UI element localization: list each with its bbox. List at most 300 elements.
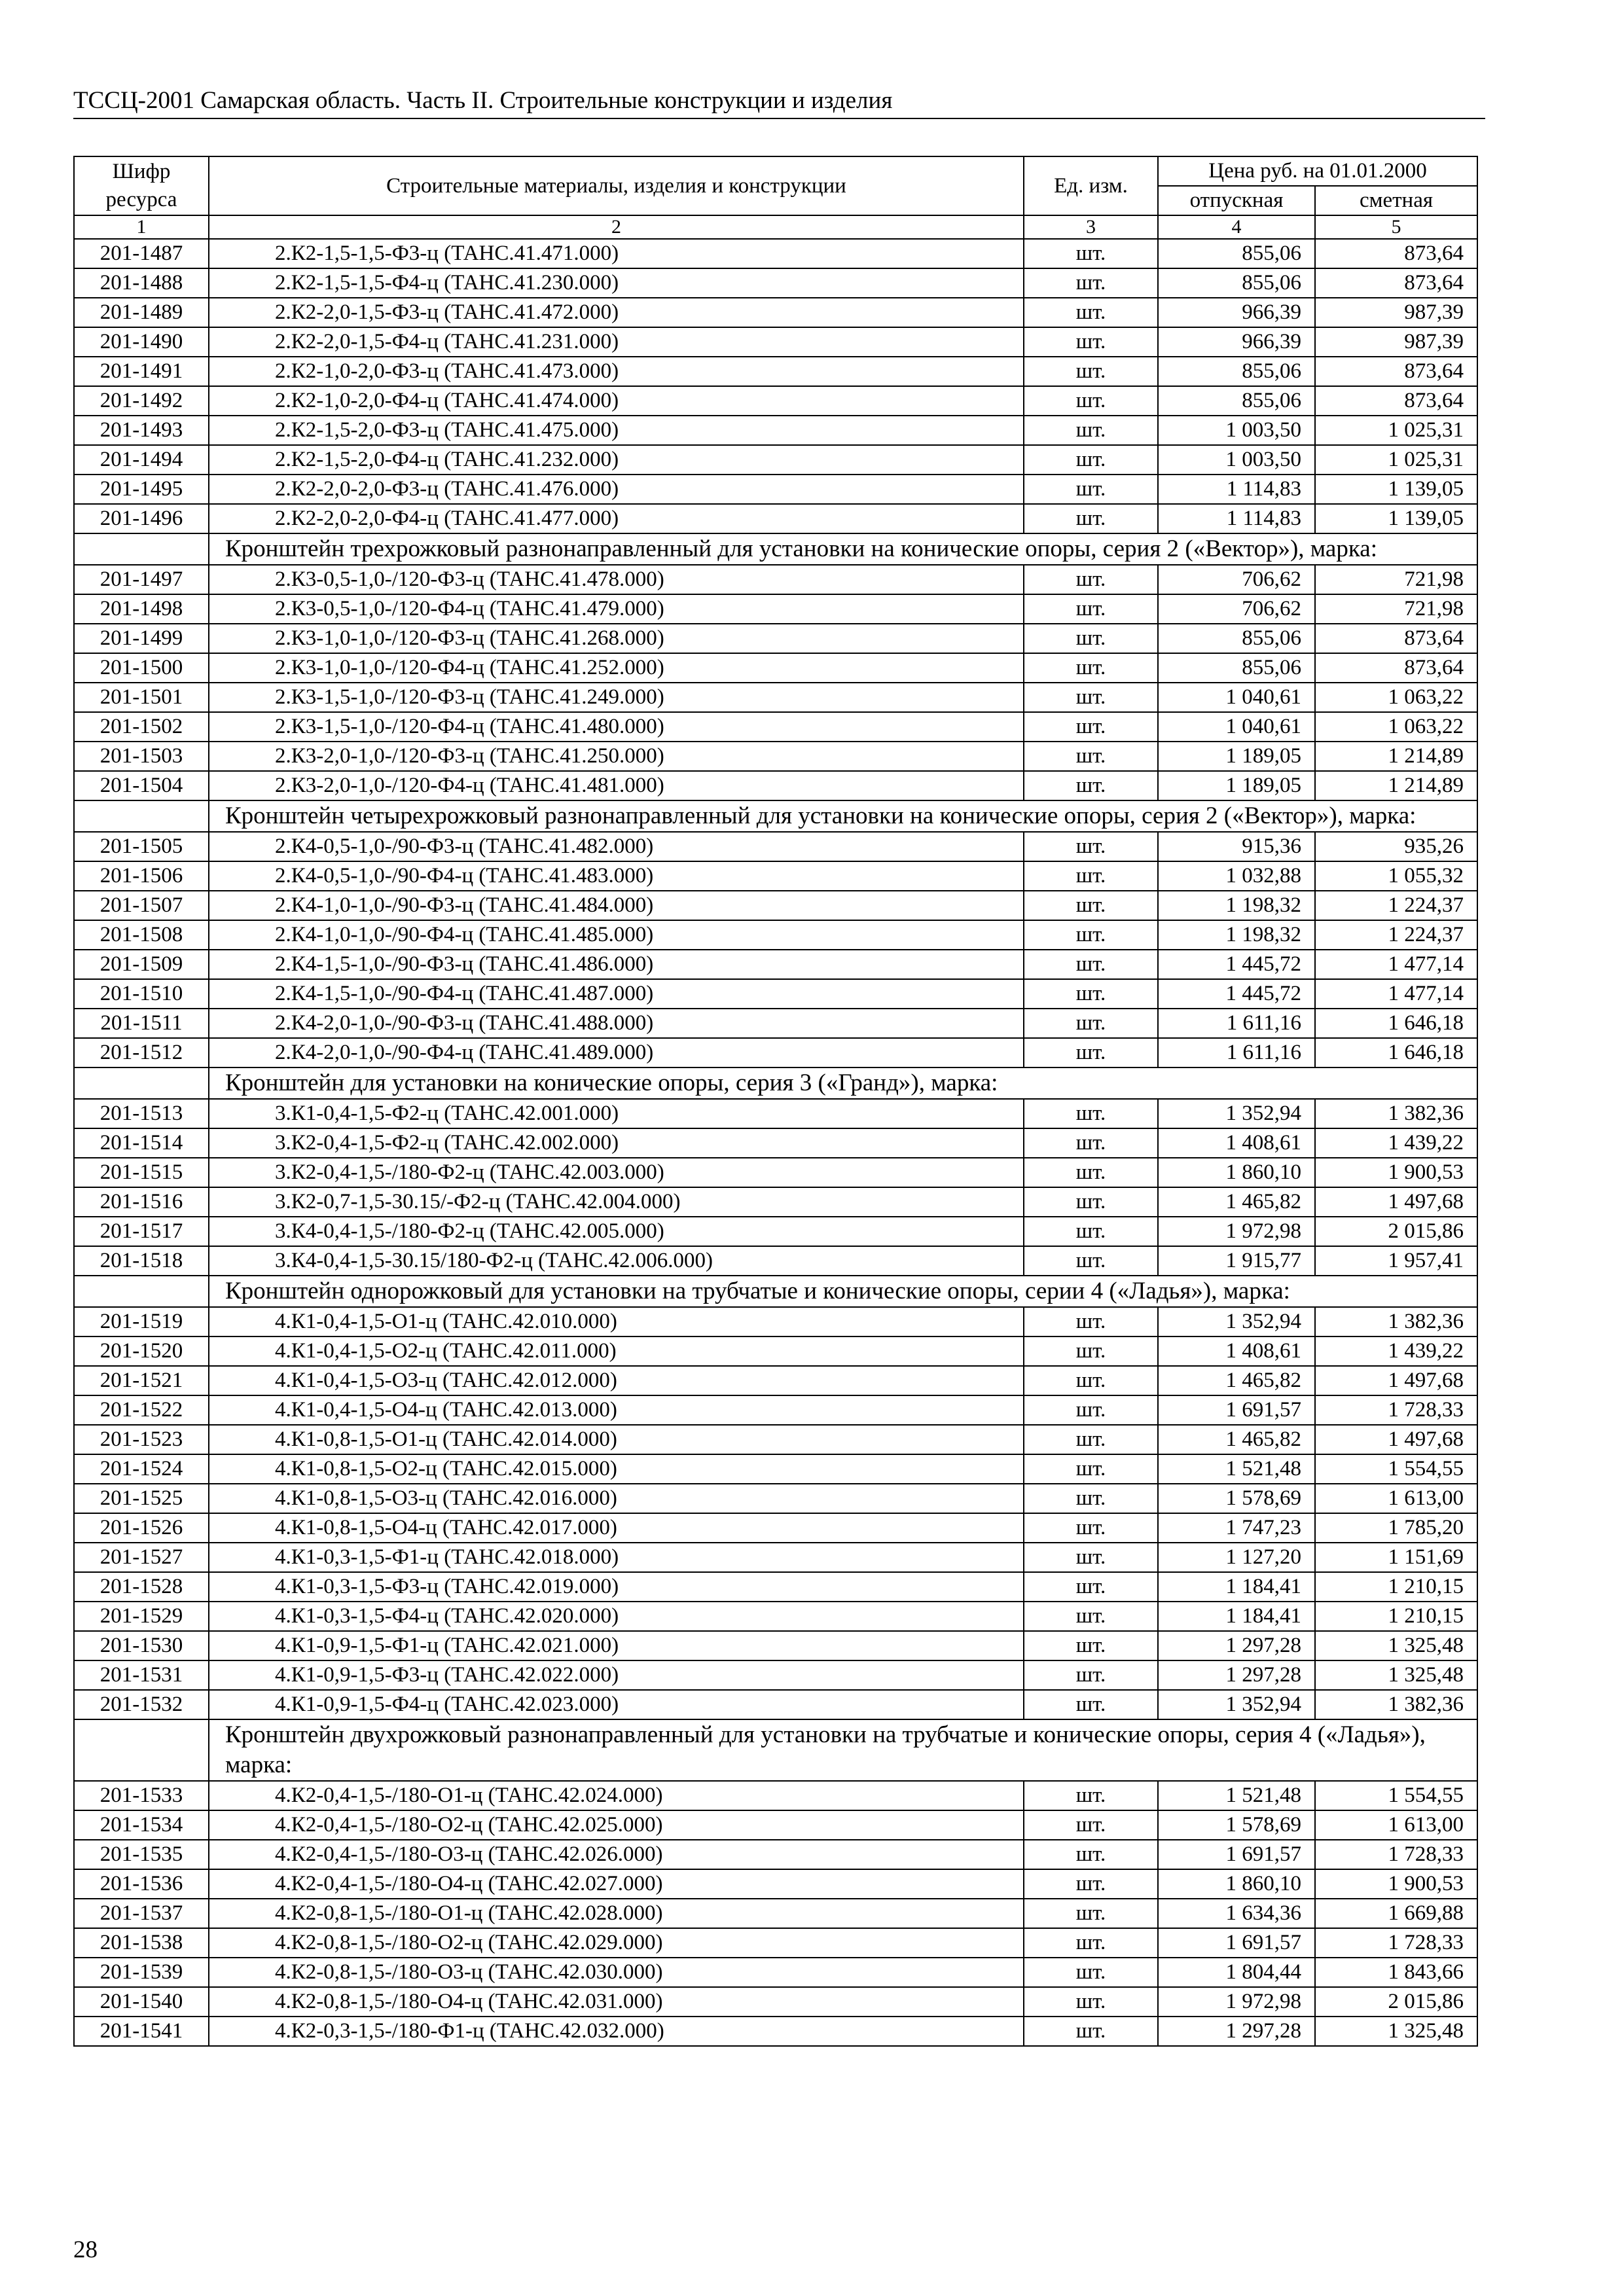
release-price: 1 611,16 [1158,1009,1315,1038]
item-name: 4.К1-0,3-1,5-Ф3-ц (ТАНС.42.019.000) [209,1572,1024,1602]
unit-cell: шт. [1024,742,1158,771]
resource-code: 201-1499 [74,624,209,653]
table-row [74,1009,1477,1038]
resource-code: 201-1487 [74,239,209,268]
item-name: 2.К4-1,5-1,0-/90-Ф4-ц (ТАНС.41.487.000) [209,979,1024,1009]
section-title: Кронштейн трехрожковый разнонаправленный для установки на конические опоры, серия 2 («Вектор»), марка: [209,533,1477,565]
resource-code: 201-1510 [74,979,209,1009]
item-name: 4.К1-0,8-1,5-О2-ц (ТАНС.42.015.000) [209,1454,1024,1484]
unit-cell: шт. [1024,386,1158,416]
table-row [74,920,1477,950]
item-name: 2.К4-1,0-1,0-/90-Ф3-ц (ТАНС.41.484.000) [209,891,1024,920]
table-row [74,1543,1477,1572]
item-name: 2.К4-1,0-1,0-/90-Ф4-ц (ТАНС.41.485.000) [209,920,1024,950]
unit-cell: шт. [1024,594,1158,624]
resource-code: 201-1508 [74,920,209,950]
resource-code: 201-1500 [74,653,209,683]
item-name: 4.К1-0,9-1,5-Ф1-ц (ТАНС.42.021.000) [209,1631,1024,1660]
table-row [74,832,1477,861]
price-table [73,156,1478,2047]
release-price: 1 352,94 [1158,1690,1315,1719]
estimate-price: 1 477,14 [1315,979,1477,1009]
unit-cell: шт. [1024,268,1158,298]
estimate-price: 1 477,14 [1315,950,1477,979]
unit-cell: шт. [1024,891,1158,920]
unit-cell: шт. [1024,1187,1158,1217]
unit-cell: шт. [1024,624,1158,653]
estimate-price: 1 214,89 [1315,771,1477,800]
estimate-price: 1 439,22 [1315,1128,1477,1158]
estimate-price: 1 325,48 [1315,2017,1477,2046]
release-price: 1 445,72 [1158,950,1315,979]
unit-cell: шт. [1024,565,1158,594]
col-number: 2 [209,215,1024,239]
estimate-price: 721,98 [1315,565,1477,594]
unit-cell: шт. [1024,1484,1158,1513]
estimate-price: 2 015,86 [1315,1987,1477,2017]
estimate-price: 1 646,18 [1315,1038,1477,1067]
section-row [74,533,1477,565]
item-name: 2.К3-2,0-1,0-/120-Ф3-ц (ТАНС.41.250.000) [209,742,1024,771]
item-name: 4.К2-0,8-1,5-/180-О3-ц (ТАНС.42.030.000) [209,1958,1024,1987]
item-name: 4.К2-0,4-1,5-/180-О4-ц (ТАНС.42.027.000) [209,1869,1024,1899]
estimate-price: 721,98 [1315,594,1477,624]
unit-cell: шт. [1024,445,1158,475]
resource-code: 201-1532 [74,1690,209,1719]
table-row [74,386,1477,416]
estimate-price: 1 224,37 [1315,920,1477,950]
page-number: 28 [73,2236,98,2263]
unit-cell: шт. [1024,1336,1158,1366]
item-name: 4.К2-0,3-1,5-/180-Ф1-ц (ТАНС.42.032.000) [209,2017,1024,2046]
table-row [74,1099,1477,1128]
estimate-price: 1 025,31 [1315,445,1477,475]
item-name: 2.К4-0,5-1,0-/90-Ф4-ц (ТАНС.41.483.000) [209,861,1024,891]
estimate-price: 987,39 [1315,327,1477,357]
resource-code: 201-1509 [74,950,209,979]
col-header-code: Шифр ресурса [74,156,209,215]
item-name: 3.К2-0,7-1,5-30.15/-Ф2-ц (ТАНС.42.004.000) [209,1187,1024,1217]
resource-code: 201-1524 [74,1454,209,1484]
unit-cell: шт. [1024,653,1158,683]
table-row [74,1781,1477,1810]
release-price: 1 521,48 [1158,1781,1315,1810]
table-row [74,1690,1477,1719]
table-row [74,1307,1477,1336]
estimate-price: 1 554,55 [1315,1454,1477,1484]
table-row [74,565,1477,594]
item-name: 2.К2-2,0-2,0-Ф3-ц (ТАНС.41.476.000) [209,475,1024,504]
unit-cell: шт. [1024,1958,1158,1987]
release-price: 1 445,72 [1158,979,1315,1009]
unit-cell: шт. [1024,475,1158,504]
estimate-price: 1 728,33 [1315,1395,1477,1425]
estimate-price: 1 669,88 [1315,1899,1477,1928]
unit-cell: шт. [1024,1899,1158,1928]
unit-cell: шт. [1024,327,1158,357]
estimate-price: 1 063,22 [1315,712,1477,742]
resource-code: 201-1497 [74,565,209,594]
resource-code: 201-1535 [74,1840,209,1869]
item-name: 2.К2-2,0-1,5-Ф4-ц (ТАНС.41.231.000) [209,327,1024,357]
table-row [74,1158,1477,1187]
resource-code: 201-1492 [74,386,209,416]
item-name: 3.К4-0,4-1,5-/180-Ф2-ц (ТАНС.42.005.000) [209,1217,1024,1246]
release-price: 1 691,57 [1158,1395,1315,1425]
resource-code: 201-1505 [74,832,209,861]
release-price: 1 198,32 [1158,920,1315,950]
item-name: 2.К3-1,5-1,0-/120-Ф4-ц (ТАНС.41.480.000) [209,712,1024,742]
resource-code: 201-1514 [74,1128,209,1158]
unit-cell: шт. [1024,416,1158,445]
item-name: 4.К2-0,4-1,5-/180-О2-ц (ТАНС.42.025.000) [209,1810,1024,1840]
estimate-price: 1 497,68 [1315,1425,1477,1454]
estimate-price: 1 900,53 [1315,1869,1477,1899]
estimate-price: 1 900,53 [1315,1158,1477,1187]
table-row [74,712,1477,742]
table-row [74,1513,1477,1543]
release-price: 1 297,28 [1158,2017,1315,2046]
resource-code: 201-1530 [74,1631,209,1660]
resource-code: 201-1534 [74,1810,209,1840]
col-header-price: Цена руб. на 01.01.2000 [1158,156,1477,186]
release-price: 1 691,57 [1158,1928,1315,1958]
release-price: 915,36 [1158,832,1315,861]
item-name: 3.К1-0,4-1,5-Ф2-ц (ТАНС.42.001.000) [209,1099,1024,1128]
table-row [74,1038,1477,1067]
table-row [74,475,1477,504]
col-number: 3 [1024,215,1158,239]
item-name: 3.К2-0,4-1,5-Ф2-ц (ТАНС.42.002.000) [209,1128,1024,1158]
release-price: 1 860,10 [1158,1158,1315,1187]
item-name: 4.К1-0,3-1,5-Ф4-ц (ТАНС.42.020.000) [209,1602,1024,1631]
section-row [74,1276,1477,1307]
unit-cell: шт. [1024,1158,1158,1187]
unit-cell: шт. [1024,357,1158,386]
unit-cell: шт. [1024,1307,1158,1336]
resource-code: 201-1533 [74,1781,209,1810]
estimate-price: 1 497,68 [1315,1366,1477,1395]
release-price: 1 860,10 [1158,1869,1315,1899]
release-price: 1 915,77 [1158,1246,1315,1276]
release-price: 855,06 [1158,624,1315,653]
table-row [74,1869,1477,1899]
table-row [74,771,1477,800]
unit-cell: шт. [1024,1928,1158,1958]
resource-code: 201-1490 [74,327,209,357]
resource-code: 201-1516 [74,1187,209,1217]
estimate-price: 1 151,69 [1315,1543,1477,1572]
unit-cell: шт. [1024,832,1158,861]
estimate-price: 935,26 [1315,832,1477,861]
release-price: 1 691,57 [1158,1840,1315,1869]
unit-cell: шт. [1024,861,1158,891]
item-name: 2.К2-2,0-2,0-Ф4-ц (ТАНС.41.477.000) [209,504,1024,533]
item-name: 4.К1-0,9-1,5-Ф3-ц (ТАНС.42.022.000) [209,1660,1024,1690]
resource-code: 201-1526 [74,1513,209,1543]
unit-cell: шт. [1024,979,1158,1009]
item-name: 2.К2-1,5-2,0-Ф4-ц (ТАНС.41.232.000) [209,445,1024,475]
page-header-title: ТССЦ-2001 Самарская область. Часть II. Строительные конструкции и изделия [73,87,893,114]
estimate-price: 987,39 [1315,298,1477,327]
table-row [74,1336,1477,1366]
col-header-unit: Ед. изм. [1024,156,1158,215]
section-code-cell [74,1067,209,1099]
table-row [74,1899,1477,1928]
unit-cell: шт. [1024,1781,1158,1810]
item-name: 4.К1-0,4-1,5-О1-ц (ТАНС.42.010.000) [209,1307,1024,1336]
unit-cell: шт. [1024,1454,1158,1484]
resource-code: 201-1495 [74,475,209,504]
table-row [74,416,1477,445]
release-price: 1 189,05 [1158,771,1315,800]
release-price: 1 184,41 [1158,1602,1315,1631]
resource-code: 201-1525 [74,1484,209,1513]
resource-code: 201-1522 [74,1395,209,1425]
release-price: 1 804,44 [1158,1958,1315,1987]
resource-code: 201-1517 [74,1217,209,1246]
resource-code: 201-1540 [74,1987,209,2017]
estimate-price: 2 015,86 [1315,1217,1477,1246]
item-name: 2.К3-1,5-1,0-/120-Ф3-ц (ТАНС.41.249.000) [209,683,1024,712]
section-title: Кронштейн четырехрожковый разнонаправленный для установки на конические опоры, серия 2 («Вектор»), марка: [209,800,1477,832]
item-name: 2.К4-0,5-1,0-/90-Ф3-ц (ТАНС.41.482.000) [209,832,1024,861]
item-name: 4.К2-0,4-1,5-/180-О1-ц (ТАНС.42.024.000) [209,1781,1024,1810]
table-row [74,1631,1477,1660]
unit-cell: шт. [1024,1038,1158,1067]
resource-code: 201-1494 [74,445,209,475]
section-title: Кронштейн однорожковый для установки на трубчатые и конические опоры, серии 4 («Ладья»), марка: [209,1276,1477,1307]
col-header-release-price: отпускная [1158,186,1315,215]
resource-code: 201-1493 [74,416,209,445]
section-code-cell [74,533,209,565]
release-price: 855,06 [1158,653,1315,683]
table-row [74,891,1477,920]
unit-cell: шт. [1024,1987,1158,2017]
section-title: Кронштейн для установки на конические опоры, серия 3 («Гранд»), марка: [209,1067,1477,1099]
estimate-price: 1 210,15 [1315,1572,1477,1602]
unit-cell: шт. [1024,1395,1158,1425]
table-row [74,239,1477,268]
unit-cell: шт. [1024,1572,1158,1602]
release-price: 1 114,83 [1158,475,1315,504]
resource-code: 201-1523 [74,1425,209,1454]
estimate-price: 1 214,89 [1315,742,1477,771]
table-row [74,1840,1477,1869]
release-price: 855,06 [1158,357,1315,386]
estimate-price: 873,64 [1315,239,1477,268]
table-row [74,504,1477,533]
resource-code: 201-1489 [74,298,209,327]
estimate-price: 1 554,55 [1315,1781,1477,1810]
estimate-price: 1 439,22 [1315,1336,1477,1366]
unit-cell: шт. [1024,1543,1158,1572]
resource-code: 201-1501 [74,683,209,712]
item-name: 2.К4-1,5-1,0-/90-Ф3-ц (ТАНС.41.486.000) [209,950,1024,979]
release-price: 1 114,83 [1158,504,1315,533]
table-row [74,1602,1477,1631]
item-name: 2.К3-1,0-1,0-/120-Ф4-ц (ТАНС.41.252.000) [209,653,1024,683]
col-header-estimate-price: сметная [1315,186,1477,215]
resource-code: 201-1498 [74,594,209,624]
estimate-price: 1 613,00 [1315,1810,1477,1840]
table-row [74,1366,1477,1395]
estimate-price: 1 055,32 [1315,861,1477,891]
table-row [74,742,1477,771]
estimate-price: 1 139,05 [1315,475,1477,504]
resource-code: 201-1527 [74,1543,209,1572]
release-price: 1 297,28 [1158,1660,1315,1690]
release-price: 1 611,16 [1158,1038,1315,1067]
table-row [74,445,1477,475]
item-name: 3.К2-0,4-1,5-/180-Ф2-ц (ТАНС.42.003.000) [209,1158,1024,1187]
unit-cell: шт. [1024,1128,1158,1158]
item-name: 2.К4-2,0-1,0-/90-Ф4-ц (ТАНС.41.489.000) [209,1038,1024,1067]
resource-code: 201-1538 [74,1928,209,1958]
resource-code: 201-1503 [74,742,209,771]
estimate-price: 873,64 [1315,357,1477,386]
item-name: 2.К3-1,0-1,0-/120-Ф3-ц (ТАНС.41.268.000) [209,624,1024,653]
estimate-price: 1 382,36 [1315,1307,1477,1336]
resource-code: 201-1531 [74,1660,209,1690]
release-price: 855,06 [1158,268,1315,298]
release-price: 1 032,88 [1158,861,1315,891]
resource-code: 201-1537 [74,1899,209,1928]
item-name: 4.К2-0,8-1,5-/180-О2-ц (ТАНС.42.029.000) [209,1928,1024,1958]
table-row [74,268,1477,298]
release-price: 1 634,36 [1158,1899,1315,1928]
resource-code: 201-1488 [74,268,209,298]
estimate-price: 1 325,48 [1315,1631,1477,1660]
table-row [74,950,1477,979]
release-price: 1 198,32 [1158,891,1315,920]
table-row [74,861,1477,891]
item-name: 4.К2-0,8-1,5-/180-О1-ц (ТАНС.42.028.000) [209,1899,1024,1928]
resource-code: 201-1513 [74,1099,209,1128]
resource-code: 201-1507 [74,891,209,920]
table-row [74,327,1477,357]
estimate-price: 1 210,15 [1315,1602,1477,1631]
estimate-price: 873,64 [1315,653,1477,683]
estimate-price: 1 785,20 [1315,1513,1477,1543]
section-code-cell [74,800,209,832]
release-price: 1 408,61 [1158,1128,1315,1158]
table-row [74,979,1477,1009]
release-price: 1 521,48 [1158,1454,1315,1484]
release-price: 1 408,61 [1158,1336,1315,1366]
unit-cell: шт. [1024,1840,1158,1869]
header-divider [73,118,1485,119]
estimate-price: 1 382,36 [1315,1690,1477,1719]
table-row [74,1128,1477,1158]
unit-cell: шт. [1024,1425,1158,1454]
item-name: 2.К2-1,5-1,5-Ф4-ц (ТАНС.41.230.000) [209,268,1024,298]
table-row [74,653,1477,683]
table-row [74,2017,1477,2046]
section-code-cell [74,1276,209,1307]
col-number: 4 [1158,215,1315,239]
estimate-price: 1 139,05 [1315,504,1477,533]
estimate-price: 1 957,41 [1315,1246,1477,1276]
unit-cell: шт. [1024,1099,1158,1128]
estimate-price: 1 497,68 [1315,1187,1477,1217]
release-price: 1 003,50 [1158,416,1315,445]
release-price: 1 003,50 [1158,445,1315,475]
release-price: 1 578,69 [1158,1810,1315,1840]
unit-cell: шт. [1024,950,1158,979]
unit-cell: шт. [1024,2017,1158,2046]
release-price: 1 578,69 [1158,1484,1315,1513]
table-row [74,1810,1477,1840]
unit-cell: шт. [1024,1217,1158,1246]
release-price: 1 297,28 [1158,1631,1315,1660]
estimate-price: 873,64 [1315,268,1477,298]
table-row [74,1660,1477,1690]
item-name: 2.К2-1,5-2,0-Ф3-ц (ТАНС.41.475.000) [209,416,1024,445]
unit-cell: шт. [1024,298,1158,327]
unit-cell: шт. [1024,504,1158,533]
release-price: 855,06 [1158,239,1315,268]
item-name: 2.К2-1,0-2,0-Ф3-ц (ТАНС.41.473.000) [209,357,1024,386]
item-name: 4.К2-0,4-1,5-/180-О3-ц (ТАНС.42.026.000) [209,1840,1024,1869]
unit-cell: шт. [1024,1660,1158,1690]
estimate-price: 1 728,33 [1315,1840,1477,1869]
resource-code: 201-1491 [74,357,209,386]
item-name: 4.К1-0,3-1,5-Ф1-ц (ТАНС.42.018.000) [209,1543,1024,1572]
release-price: 1 352,94 [1158,1307,1315,1336]
table-row [74,357,1477,386]
item-name: 2.К3-0,5-1,0-/120-Ф3-ц (ТАНС.41.478.000) [209,565,1024,594]
item-name: 4.К2-0,8-1,5-/180-О4-ц (ТАНС.42.031.000) [209,1987,1024,2017]
unit-cell: шт. [1024,683,1158,712]
table-row [74,594,1477,624]
table-body [74,239,1477,2046]
unit-cell: шт. [1024,1810,1158,1840]
section-title: Кронштейн двухрожковый разнонаправленный для установки на трубчатые и конические опоры, серия 4 («Ладья»), марка: [209,1719,1477,1781]
resource-code: 201-1512 [74,1038,209,1067]
release-price: 1 352,94 [1158,1099,1315,1128]
release-price: 1 040,61 [1158,683,1315,712]
release-price: 1 972,98 [1158,1217,1315,1246]
resource-code: 201-1496 [74,504,209,533]
table-row [74,683,1477,712]
item-name: 2.К4-2,0-1,0-/90-Ф3-ц (ТАНС.41.488.000) [209,1009,1024,1038]
release-price: 855,06 [1158,386,1315,416]
resource-code: 201-1520 [74,1336,209,1366]
release-price: 1 184,41 [1158,1572,1315,1602]
estimate-price: 1 025,31 [1315,416,1477,445]
unit-cell: шт. [1024,1631,1158,1660]
unit-cell: шт. [1024,1513,1158,1543]
item-name: 4.К1-0,9-1,5-Ф4-ц (ТАНС.42.023.000) [209,1690,1024,1719]
item-name: 2.К2-1,0-2,0-Ф4-ц (ТАНС.41.474.000) [209,386,1024,416]
estimate-price: 1 382,36 [1315,1099,1477,1128]
resource-code: 201-1521 [74,1366,209,1395]
release-price: 966,39 [1158,327,1315,357]
release-price: 1 127,20 [1158,1543,1315,1572]
table-row [74,1217,1477,1246]
release-price: 1 747,23 [1158,1513,1315,1543]
resource-code: 201-1539 [74,1958,209,1987]
unit-cell: шт. [1024,1246,1158,1276]
resource-code: 201-1502 [74,712,209,742]
table-row [74,1187,1477,1217]
table-row [74,1484,1477,1513]
col-number: 5 [1315,215,1477,239]
resource-code: 201-1515 [74,1158,209,1187]
section-row [74,1719,1477,1781]
estimate-price: 1 613,00 [1315,1484,1477,1513]
